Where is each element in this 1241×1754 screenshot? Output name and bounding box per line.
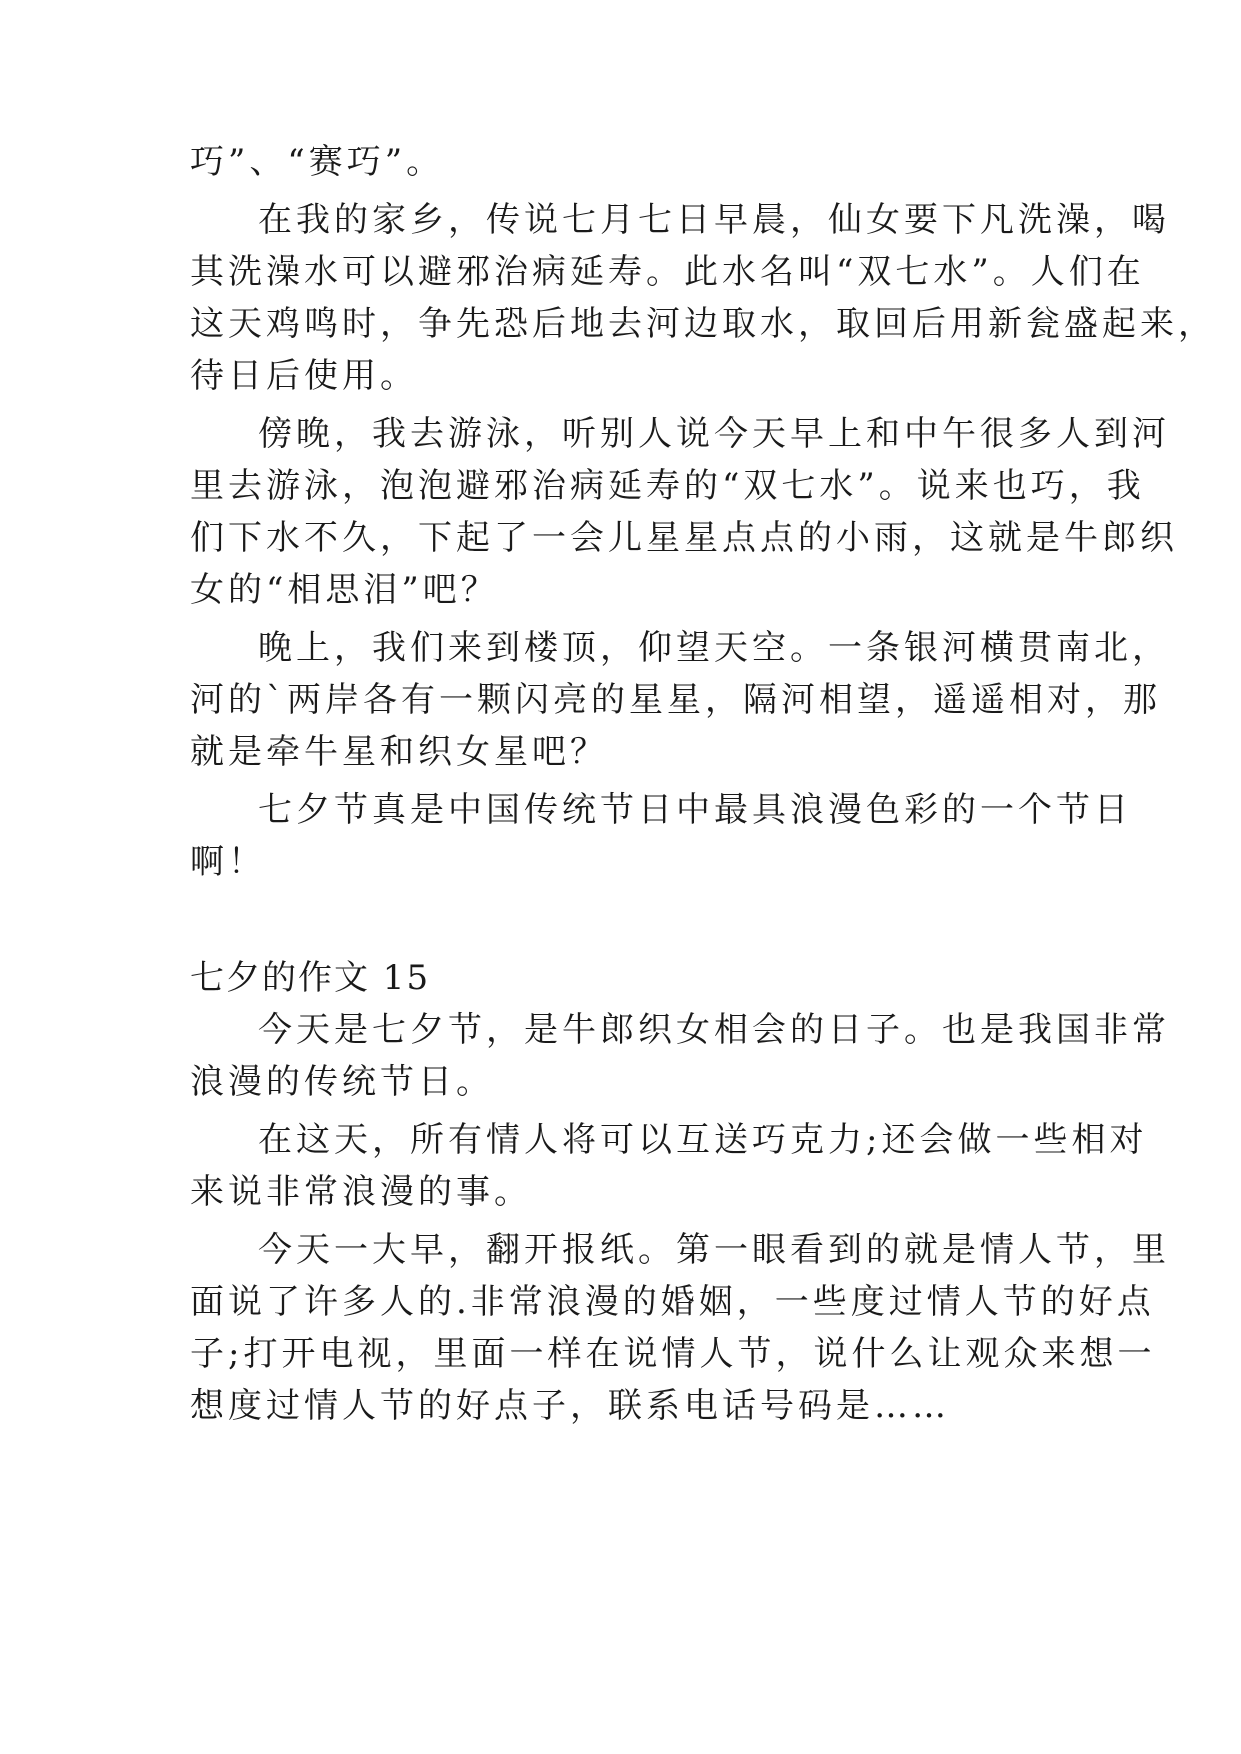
text-line: 就是牵牛星和织女星吧？ xyxy=(190,732,608,772)
paragraph-start-line: 在这天，所有情人将可以互送巧克力;还会做一些相对 xyxy=(258,1120,1148,1160)
text-line: 女的“相思泪”吧？ xyxy=(190,570,499,610)
paragraph-start-line: 晚上，我们来到楼顶，仰望天空。一条银河横贯南北， xyxy=(258,628,1170,668)
section-heading: 七夕的作文 15 xyxy=(190,958,431,998)
paragraph-start-line: 今天一大早，翻开报纸。第一眼看到的就是情人节，里 xyxy=(258,1230,1170,1270)
text-line: 们下水不久，下起了一会儿星星点点的小雨，这就是牛郎织 xyxy=(190,518,1178,558)
text-line: 待日后使用。 xyxy=(190,356,418,396)
text-line: 这天鸡鸣时，争先恐后地去河边取水，取回后用新瓮盛起来， xyxy=(190,304,1216,344)
text-line: 来说非常浪漫的事。 xyxy=(190,1172,532,1212)
paragraph-start-line: 傍晚，我去游泳，听别人说今天早上和中午很多人到河 xyxy=(258,414,1170,454)
text-line: 啊！ xyxy=(190,842,266,882)
text-line: 浪漫的传统节日。 xyxy=(190,1062,494,1102)
text-line: 面说了许多人的.非常浪漫的婚姻，一些度过情人节的好点 xyxy=(190,1282,1155,1322)
text-line: 里去游泳，泡泡避邪治病延寿的“双七水”。说来也巧，我 xyxy=(190,466,1145,506)
text-line: 子;打开电视，里面一样在说情人节，说什么让观众来想一 xyxy=(190,1334,1156,1374)
text-line: 河的`两岸各有一颗闪亮的星星，隔河相望，遥遥相对，那 xyxy=(190,680,1161,720)
text-line: 其洗澡水可以避邪治病延寿。此水名叫“双七水”。人们在 xyxy=(190,252,1145,292)
paragraph-start-line: 在我的家乡，传说七月七日早晨，仙女要下凡洗澡，喝 xyxy=(258,200,1170,240)
text-line: 巧”、“赛巧”。 xyxy=(190,142,445,182)
paragraph-start-line: 今天是七夕节，是牛郎织女相会的日子。也是我国非常 xyxy=(258,1010,1170,1050)
paragraph-start-line: 七夕节真是中国传统节日中最具浪漫色彩的一个节日 xyxy=(258,790,1132,830)
text-line: 想度过情人节的好点子，联系电话号码是…… xyxy=(190,1386,950,1426)
